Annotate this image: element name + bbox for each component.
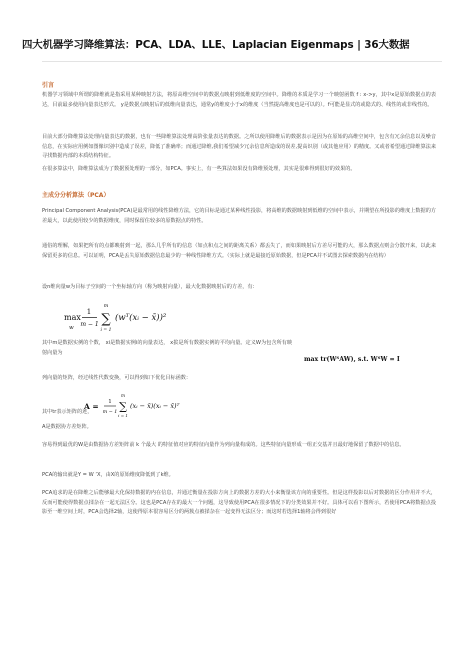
- pca-paragraph-limitation: PCA追求的是在降维之后能够最大化保持数据的内在信息，并通过衡量在投影方向上的数据方差的大小来衡量该方向的重要性。但是这样投影以后对数据的区分作用并不大，反而可能使得数据点揉杂在一起无法区分。这也是PCA存在的最大一个问题，这导致使用PCA在很多情况下的分类效果并不好。具体可以看下图所示，若使用PCA将数据点投影至一维空间上时，PCA会选择2轴，这使得原本很容易区分的两簇点被揉杂在一起变得无法区分；而这时若选择1轴将会得到很好: [42, 490, 436, 516]
- article-title: 四大机器学习降维算法：PCA、LDA、LLE、Laplacian Eigenmaps | 36大数据: [22, 39, 410, 51]
- pca-paragraph-covariance: A是数据协方差矩阵。: [42, 424, 92, 430]
- formula-frac-denominator: m − 1: [80, 321, 99, 328]
- formula-sum-lower: i = 1: [100, 328, 112, 333]
- intro-paragraph-1: 机器学习领域中所谓的降维就是指采用某种映射方法，将原高维空间中的数据点映射到低维度的空间中。降维的本质是学习一个映射函数 f : x->y，其中x是原始数据点的表达，目前最多使用向量表达形式。 y是数据点映射后的低维向量表达，通常y的维度小于x的维度（当然提高维度也是可以的）。f可能是显式的或隐式的、线性的或非线性的。: [42, 92, 436, 108]
- pca-paragraph-vector: 设n维向量w为目标子空间的一个坐标轴方向（称为映射向量），最大化数据映射后的方差，有：: [42, 284, 258, 290]
- intro-paragraph-3: 在很多算法中，降维算法成为了数据预处理的一部分，如PCA。事实上，有一些算法如果没有降维预处理，其实是很难得到很好的效果的。: [42, 166, 356, 172]
- pca-heading: 主成分分析算法（PCA）: [42, 192, 110, 199]
- pca-paragraph-eigenvectors: 容易得到最优的W是由数据协方差矩阵前 k 个最大 的特征值对应的特征向量作为列向量构成的。这些特征向量形成一组正交基并且最好地保留了数据中的信息。: [42, 442, 405, 448]
- pca-paragraph-2: 通俗的理解，如果把所有的点都映射到一起，那么几乎所有的信息（如点和点之间的距离关系）都丢失了，而如果映射后方差尽可能的大，那么数据点则会分散开来，以此来保留更多的信息。可以证明，PCA是丢失原始数据信息最少的一种线性降维方式。（实际上就是最接近原始数据，但是PCA并不试图去探索数据内在结构）: [42, 243, 436, 259]
- variance-formula: [62, 298, 212, 338]
- trace-objective-formula: [302, 350, 432, 366]
- formula-cov-frac-numerator: 1: [108, 399, 112, 405]
- formula-sum-sign: ∑: [101, 312, 111, 327]
- formula-a-lhs: A =: [84, 402, 99, 411]
- pca-paragraph-trace: 其中tr表示矩阵的迹，: [42, 409, 93, 415]
- formula-cov-frac-denominator: m − 1: [102, 410, 118, 415]
- covariance-formula: [82, 391, 212, 423]
- pca-paragraph-1: Principal Component Analysis(PCA)是最常用的线性降维方法，它的目标是通过某种线性投影，将高维的数据映射到低维的空间中表示，并期望在所投影的维度上数据的方差最大，以此使用较少的数据维度，同时保留住较多的原数据点的特性。: [42, 208, 436, 224]
- formula-max-subscript: w: [69, 325, 74, 331]
- pca-paragraph-matrix: 列向量的矩阵，经过线性代数变换，可以得到如下优化目标函数：: [42, 375, 192, 381]
- pca-paragraph-instances: 其中m是数据实例的个数， xi是数据实例i的向量表达， x拔是所有数据实例的平均向量。定义W为包含所有映射向量为: [42, 340, 292, 356]
- formula-cov-sum-lower: i = 1: [118, 413, 128, 418]
- formula-cov-body: (xᵢ − x̄)(xᵢ − x̄)ᵀ: [130, 402, 180, 410]
- intro-heading: 引言: [42, 82, 55, 89]
- intro-paragraph-2: 目前大部分降维算法处理向量表达的数据，也有一些降维算法处理高阶张量表达的数据。之所以使用降维后的数据表示是因为在原始的高维空间中，包含有冗余信息以及噪音信息，在实际应用例如图像识别中造成了误差，降低了准确率；而通过降维,我们希望减少冗余信息所造成的误差,提高识别（或其他应用）的精度。又或者希望通过降维算法来寻找数据内部的本质结构特征。: [42, 134, 436, 160]
- formula-frac-numerator: 1: [86, 308, 92, 316]
- formula-body: (wᵀ(xᵢ − x̄))²: [115, 313, 167, 323]
- formula-trace-text: max tr(WᵀAW), s.t. WᵀW = I: [304, 356, 400, 363]
- formula-max: max: [64, 313, 81, 322]
- formula-sum-upper: m: [103, 303, 109, 309]
- pca-paragraph-output: PCA的输出就是Y = W ‘X，由X的原始维度降低到了k维。: [42, 472, 174, 478]
- formula-cov-sum-upper: m: [121, 393, 125, 398]
- formula-cov-sum-sign: ∑: [119, 400, 127, 413]
- title-divider: [42, 61, 442, 62]
